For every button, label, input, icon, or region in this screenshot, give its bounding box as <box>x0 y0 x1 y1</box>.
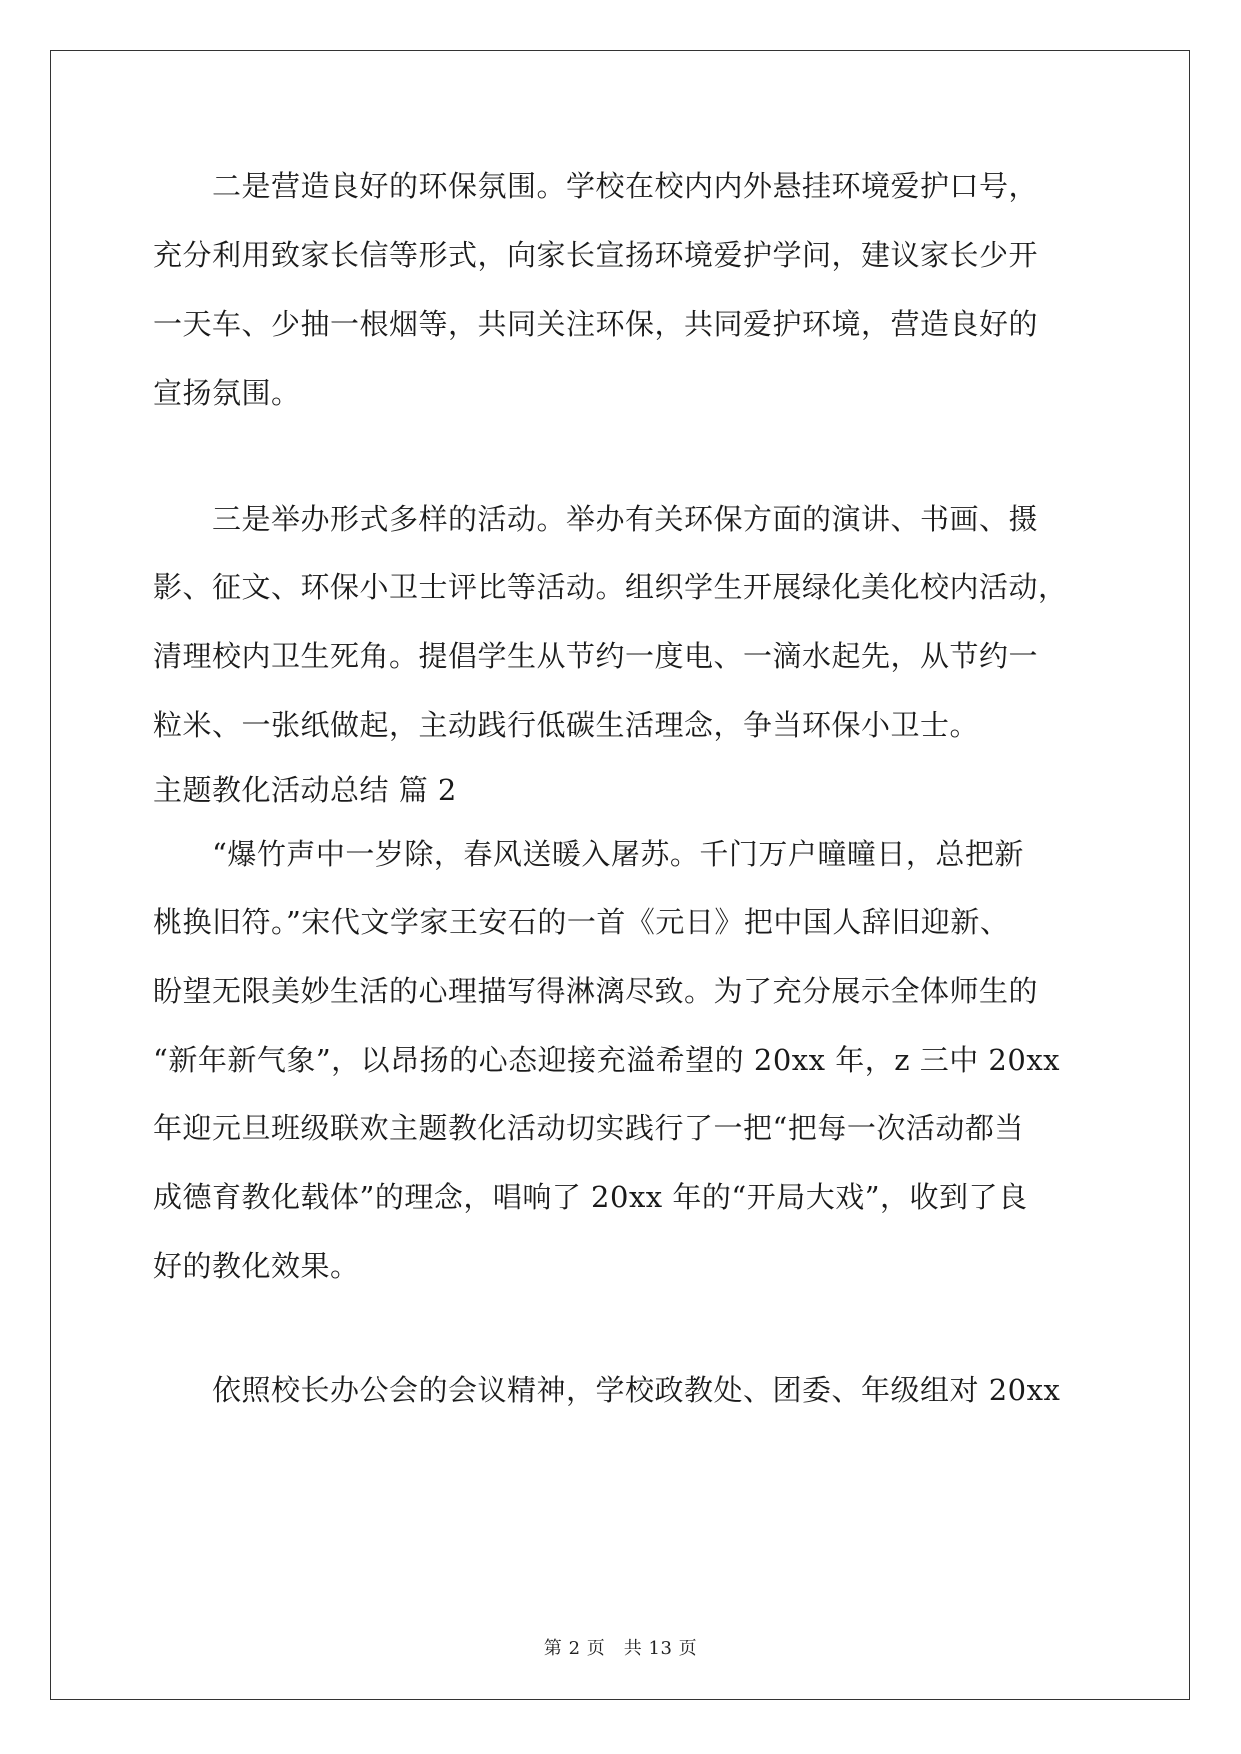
page-border <box>50 50 1190 1700</box>
paragraph-line: 好的教化效果。 <box>153 1249 360 1283</box>
page-number-footer: 第 2 页 共 13 页 <box>543 1638 698 1659</box>
paragraph-line: 一天车、少抽一根烟等，共同关注环保，共同爱护环境，营造良好的 <box>153 307 1039 341</box>
paragraph-line: 宣扬氛围。 <box>153 376 301 410</box>
section-heading: 主题教化活动总结 篇 2 <box>153 773 457 807</box>
paragraph-line: 影、征文、环保小卫士评比等活动。组织学生开展绿化美化校内活动， <box>153 570 1068 604</box>
paragraph-line: 桃换旧符。”宋代文学家王安石的一首《元日》把中国人辞旧迎新、 <box>153 905 1010 939</box>
paragraph-line: 年迎元旦班级联欢主题教化活动切实践行了一把“把每一次活动都当 <box>153 1111 1024 1145</box>
paragraph-line: 盼望无限美妙生活的心理描写得淋漓尽致。为了充分展示全体师生的 <box>153 974 1039 1008</box>
paragraph-line: 成德育教化载体”的理念，唱响了 20xx 年的“开局大戏”，收到了良 <box>153 1180 1028 1214</box>
paragraph-line: 粒米、一张纸做起，主动践行低碳生活理念，争当环保小卫士。 <box>153 708 980 742</box>
paragraph-line: 依照校长办公会的会议精神，学校政教处、团委、年级组对 20xx <box>212 1373 1061 1407</box>
paragraph-line: 充分利用致家长信等形式，向家长宣扬环境爱护学问，建议家长少开 <box>153 238 1039 272</box>
paragraph-line: 三是举办形式多样的活动。举办有关环保方面的演讲、书画、摄 <box>212 502 1039 536</box>
paragraph-line: 二是营造良好的环保氛围。学校在校内内外悬挂环境爱护口号， <box>212 169 1039 203</box>
paragraph-line: “新年新气象”，以昂扬的心态迎接充溢希望的 20xx 年，z 三中 20xx <box>153 1043 1061 1077</box>
paragraph-line: 清理校内卫生死角。提倡学生从节约一度电、一滴水起先，从节约一 <box>153 639 1039 673</box>
paragraph-line: “爆竹声中一岁除，春风送暖入屠苏。千门万户曈曈日，总把新 <box>212 837 1024 871</box>
